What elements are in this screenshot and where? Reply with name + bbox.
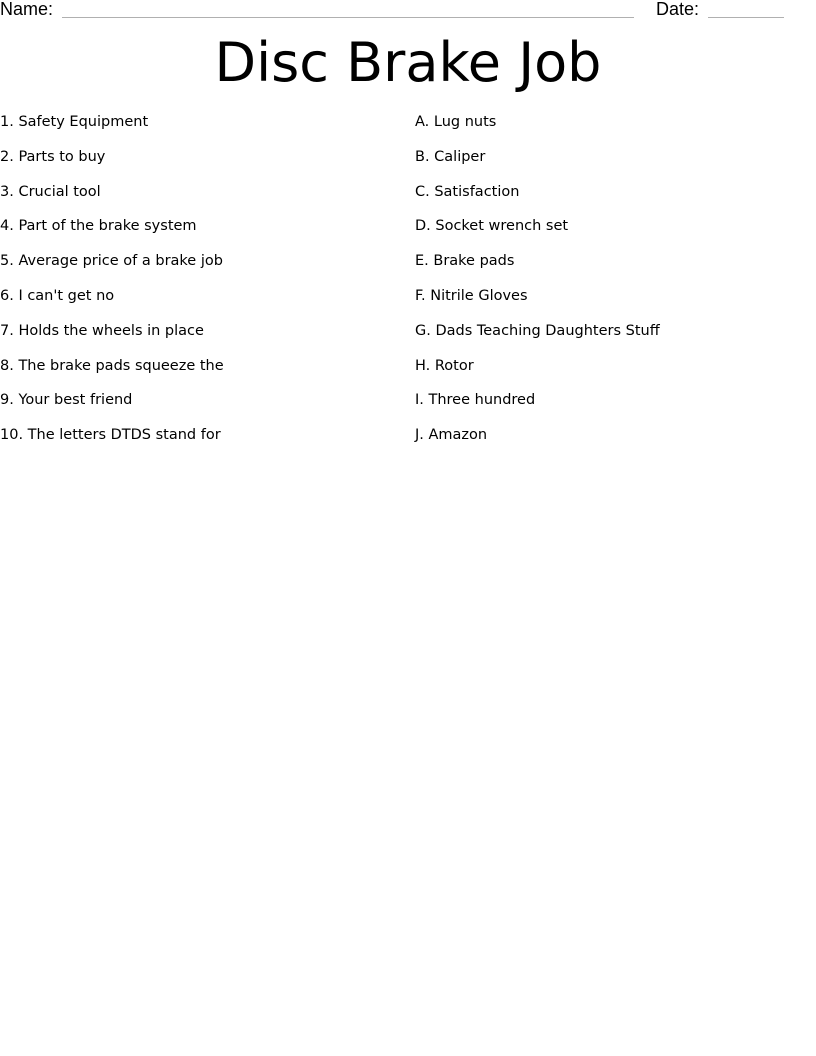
answer-item-h: H. Rotor xyxy=(415,357,474,374)
answer-item-f: F. Nitrile Gloves xyxy=(415,287,528,304)
clue-item-3: 3. Crucial tool xyxy=(0,183,101,200)
answer-item-e: E. Brake pads xyxy=(415,253,515,270)
worksheet-header xyxy=(0,0,816,24)
answer-item-c: C. Satisfaction xyxy=(415,183,520,200)
answer-item-a: A. Lug nuts xyxy=(415,114,497,130)
answer-item-g: G. Dads Teaching Daughters Stuff xyxy=(415,322,660,339)
clue-item-2: 2. Parts to buy xyxy=(0,148,106,165)
date-blank-line xyxy=(708,17,784,18)
answer-item-j: J. Amazon xyxy=(415,427,488,444)
clue-item-1: 1. Safety Equipment xyxy=(0,114,149,130)
answer-item-i: I. Three hundred xyxy=(415,392,536,409)
answer-list xyxy=(415,112,660,460)
name-label: Name: xyxy=(0,0,54,19)
clue-list xyxy=(0,112,224,460)
clue-item-4: 4. Part of the brake system xyxy=(0,218,197,235)
name-blank-line xyxy=(62,17,634,18)
clue-item-7: 7. Holds the wheels in place xyxy=(0,322,204,339)
clue-item-5: 5. Average price of a brake job xyxy=(0,253,223,270)
clue-item-10: 10. The letters DTDS stand for xyxy=(0,427,221,444)
date-label: Date: xyxy=(656,0,700,19)
clue-item-8: 8. The brake pads squeeze the xyxy=(0,357,224,374)
clue-item-9: 9. Your best friend xyxy=(0,392,133,409)
page-title: Disc Brake Job xyxy=(214,31,602,94)
clue-item-6: 6. I can't get no xyxy=(0,287,115,304)
answer-item-d: D. Socket wrench set xyxy=(415,218,569,235)
answer-item-b: B. Caliper xyxy=(415,148,486,165)
